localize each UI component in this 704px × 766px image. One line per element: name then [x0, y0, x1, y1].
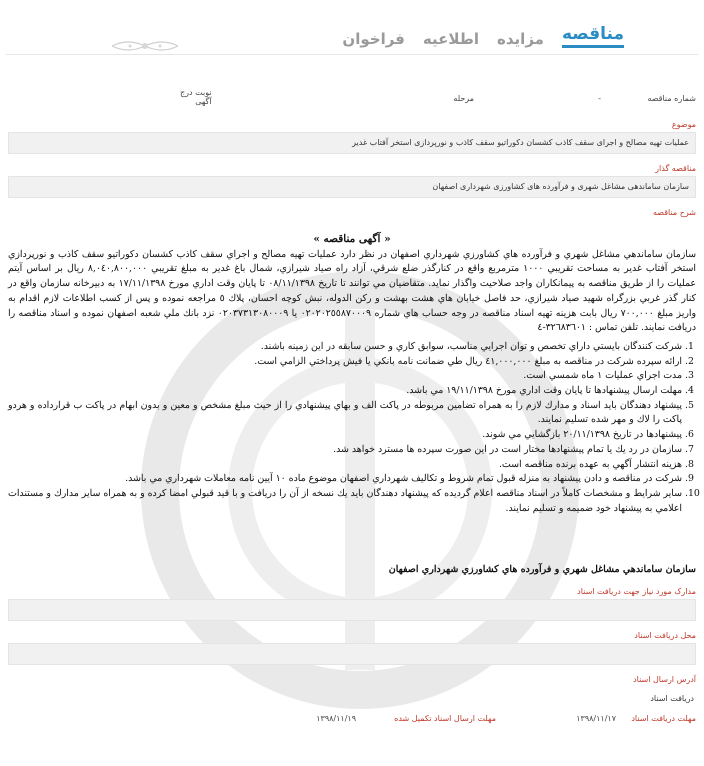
ornament-icon — [110, 36, 180, 56]
deadlines-row — [8, 714, 696, 728]
notice-conditions-list — [8, 340, 696, 516]
tab-bar — [342, 24, 624, 48]
tender-number-value: - — [598, 94, 601, 103]
tab-announcement[interactable]: اطلاعیه — [422, 30, 480, 48]
notice-condition: 9. شركت در مناقصه و دادن پيشنهاد به منزله قبول تمام شروط و تكاليف شهرداري اصفهان موضوع ماده ١٠ آيين نامه معاملات شهرداري مي باشد. — [8, 472, 682, 487]
notice-condition: 10. ساير شرايط و مشخصات كاملاً در اسناد مناقصه اعلام گرديده كه پيشنهاد دهندگان بايد يك نسخه از آن را دريافت و با قيد قبولي امضا كرده و به همراه ساير مدارك و مستندات اعلامي به پيشنهاد خود ضميمه و تسليم نمايند. — [8, 487, 682, 516]
notice-heading: « آگهی مناقصه » — [313, 233, 391, 245]
description-section — [8, 206, 696, 220]
organizer-value: سازمان ساماندهی مشاغل شهری و فرآورده های کشاورزی شهرداری اصفهان — [8, 176, 696, 198]
organizer-label: مناقصه گذار — [655, 164, 696, 173]
receive-place-section — [8, 629, 696, 665]
notice-condition: 5. پيشنهاد دهندگان بايد اسناد و مدارك لازم را به همراه تضامين مربوطه در پاكت الف و بهاي پيشنهادي را از حيث مبلغ مشخص و معين و بدون ابهام در پاكت ب قرارداده و هردو پاكت را لاك و مهر شده تسليم نمايند. — [8, 399, 682, 428]
meta-row — [8, 88, 696, 110]
notice-signature: سازمان ساماندهي مشاغل شهري و فرآورده هاي كشاورزي شهرداري اصفهان — [388, 564, 696, 575]
receive-deadline-value: ۱۳۹۸/۱۱/۱۷ — [576, 714, 616, 723]
receive-place-label: محل دریافت اسناد — [634, 631, 696, 640]
notice-condition: 8. هزينه انتشار آگهي به عهده برنده مناقصه است. — [8, 458, 682, 473]
receive-place-value — [8, 643, 696, 665]
tender-number-label: شماره مناقصه — [647, 94, 696, 103]
send-address-label: آدرس ارسال اسناد — [633, 675, 696, 684]
send-deadline-label: مهلت ارسال اسناد تکمیل شده — [394, 714, 496, 723]
required-docs-section — [8, 585, 696, 621]
notice-condition: 7. سازمان در رد يك يا تمام پيشنهادها مختار است در اين صورت سپرده ها مسترد خواهد شد. — [8, 443, 682, 458]
required-docs-label: مدارک مورد نیاز جهت دریافت اسناد — [577, 587, 696, 596]
tab-call[interactable]: فراخوان — [342, 30, 405, 48]
notice-condition: 3. مدت اجراي عمليات ١ ماه شمسي است. — [8, 369, 682, 384]
turn-label: نوبت درج آگهی — [180, 88, 212, 106]
subject-label: موضوع — [671, 120, 696, 129]
notice-condition: 1. شركت كنندگان بايستي داراي تخصص و توان اجرايي مناسب، سوابق كاري و حسن سابقه در اين زمينه باشند. — [8, 340, 682, 355]
organizer-section — [8, 162, 696, 198]
subject-section — [8, 118, 696, 154]
notice-condition: 6. پيشنهادها در تاريخ ٢٠/١١/١٣٩٨ بازگشايي مي شوند. — [8, 428, 682, 443]
notice-condition: 2. ارائه سپرده شركت در مناقصه به مبلغ ٤١,٠٠٠,٠٠٠ ريال طي ضمانت نامه بانكي يا فيش پرداختي الزامي است. — [8, 355, 682, 370]
required-docs-value — [8, 599, 696, 621]
description-label: شرح مناقصه — [652, 208, 696, 217]
send-deadline-value: ۱۳۹۸/۱۱/۱۹ — [316, 714, 356, 723]
receive-deadline-label: مهلت دریافت اسناد — [631, 714, 696, 723]
notice-condition: 4. مهلت ارسال پيشنهادها تا پايان وقت اداري مورخ ١٩/١١/١٣٩٨ مي باشد. — [8, 384, 682, 399]
tab-auction[interactable]: مزایده — [497, 30, 544, 48]
tender-notice — [8, 232, 696, 516]
stage-label: مرحله — [453, 94, 474, 103]
header-divider — [6, 54, 698, 55]
notice-intro: سازمان ساماندهي مشاغل شهري و فرآورده هاي كشاورزي شهرداري اصفهان در نظر دارد عمليات تهيه مصالح و اجراي سقف كاذب كشسان دكوراتيو سقف كاذب و نورپردازي استخر آفتاب غدير به مساحت تقريبي ١٠٠٠ مترمربع واقع در كنارگذر ضلع شرقي، آزاد راه صياد شيرازي، شمال باغ غدير به مبلغ تقريبي ٨,٠٤٠,٨٠٠,٠٠٠ ريال بر اساس آيتم عمليات را از طريق مناقصه به پيمانكاران واجد صلاحيت واگذار نمايد. متقاضيان مي توانند تا تاريخ ٠٨/١١/١٣٩٨ تا پايان وقت اداري مورخ ١٧/١١/١٣٩٨ به دبيرخانه سازمان واقع در كنار گذر غربي بزرگراه شهيد صياد شيرازي، حد فاصل خيابان هاي هشت بهشت و ركن الدوله، نبش كوچه احسان، پلاك ٥ مراجعه نموده و پس از كسب اطلاعات لازم اقدام به واريز مبلغ ٧٠٠,٠٠٠ ريال بابت هزينه تهيه اسناد مناقصه در وجه حساب هاي شماره ٠٢٠٢٠٢٥٥٨٧٠٠٠٩ يا ٠٢٠٣٧٣١٣٠٨٠٠٠٩ نزد بانك ملي شعبه اصفهان نموده و اسناد مناقصه را دريافت نمايند. تلفن تماس : ٣٢٦٨٣٦٠١-٤ — [8, 248, 697, 334]
receive-docs-label: دریافت اسناد — [650, 694, 694, 703]
subject-value: عملیات تهیه مصالح و اجرای سقف کاذب کشسان دکوراتیو سقف کاذب و نورپردازی استخر آفتاب غدیر — [8, 132, 696, 154]
send-address-section — [8, 673, 696, 687]
tab-tender[interactable]: مناقصه — [562, 24, 624, 48]
